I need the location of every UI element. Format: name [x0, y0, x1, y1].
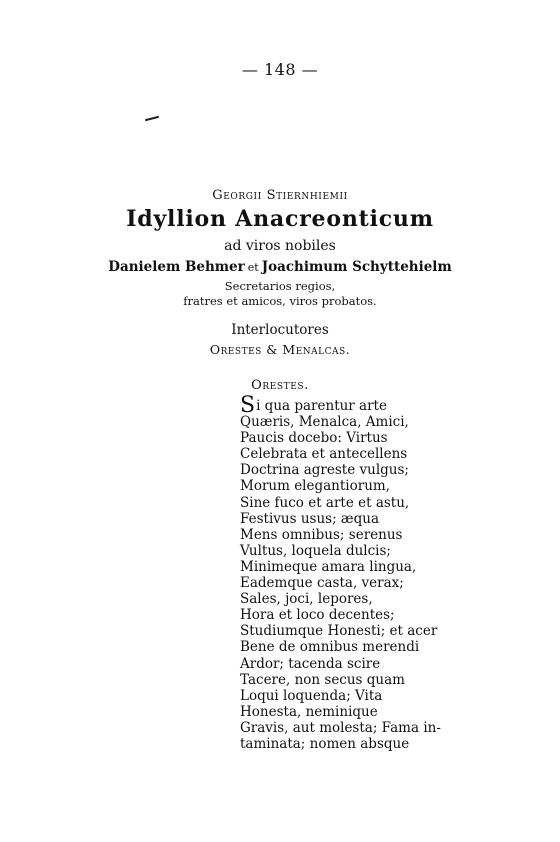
author-name: Georgii Stiernhiemii	[212, 188, 348, 203]
dedicatee-relation: fratres et amicos, viros probatos.	[183, 294, 377, 308]
verse-line-first: Si qua parentur arte	[240, 393, 387, 418]
verse-line: Sales, joci, lepores,	[240, 591, 373, 608]
dedicatee-2: Joachimum Schyttehielm	[261, 259, 452, 275]
verse-line: Minimeque amara lingua,	[240, 558, 417, 575]
verse-line: Studiumque Honesti; et acer	[240, 623, 438, 640]
verse-line: Honesta, neminique	[240, 703, 378, 720]
verse-line: Festivus usus; æqua	[240, 510, 379, 527]
verse-line: Eademque casta, verax;	[240, 575, 404, 592]
verse-line: taminata; nomen absque	[240, 735, 410, 752]
conjunction: et	[247, 261, 259, 274]
verse-line: Celebrata et antecellens	[240, 446, 408, 463]
verse-line: Quæris, Menalca, Amici,	[240, 414, 409, 431]
verse-line: Morum elegantiorum,	[240, 478, 390, 495]
speaker-name: Orestes.	[251, 378, 309, 393]
interlocutores-heading: Interlocutores	[231, 322, 329, 338]
verse-line: Mens omnibus; serenus	[240, 526, 403, 543]
page-number: — 148 —	[241, 60, 319, 79]
verse-line: Sine fuco et arte et astu,	[240, 494, 410, 511]
poem-title: Idyllion Anacreonticum	[126, 206, 434, 232]
verse-line: Gravis, aut molesta; Fama in-	[240, 719, 441, 736]
verse-line: Ardor; tacenda scire	[240, 655, 381, 672]
verse-block	[240, 393, 470, 752]
dedicatees	[0, 259, 560, 275]
drop-cap: S	[240, 393, 256, 418]
verse-line: Hora et loco decentes;	[240, 607, 395, 624]
verse-line: Loqui loquenda; Vita	[240, 687, 383, 704]
verse-line: Paucis docebo: Virtus	[240, 430, 388, 447]
poem-subtitle: ad viros nobiles	[224, 238, 336, 254]
verse-line: Bene de omnibus merendi	[240, 639, 420, 656]
verse-line: Doctrina agreste vulgus;	[240, 462, 409, 479]
verse-line: Tacere, non secus quam	[240, 671, 405, 688]
dedicatee-roles: Secretarios regios,	[224, 279, 336, 293]
verse-line: Vultus, loquela dulcis;	[240, 542, 391, 559]
character-list: Orestes & Menalcas.	[209, 342, 351, 357]
dedicatee-1: Danielem Behmer	[108, 259, 245, 275]
ink-mark	[145, 116, 159, 121]
